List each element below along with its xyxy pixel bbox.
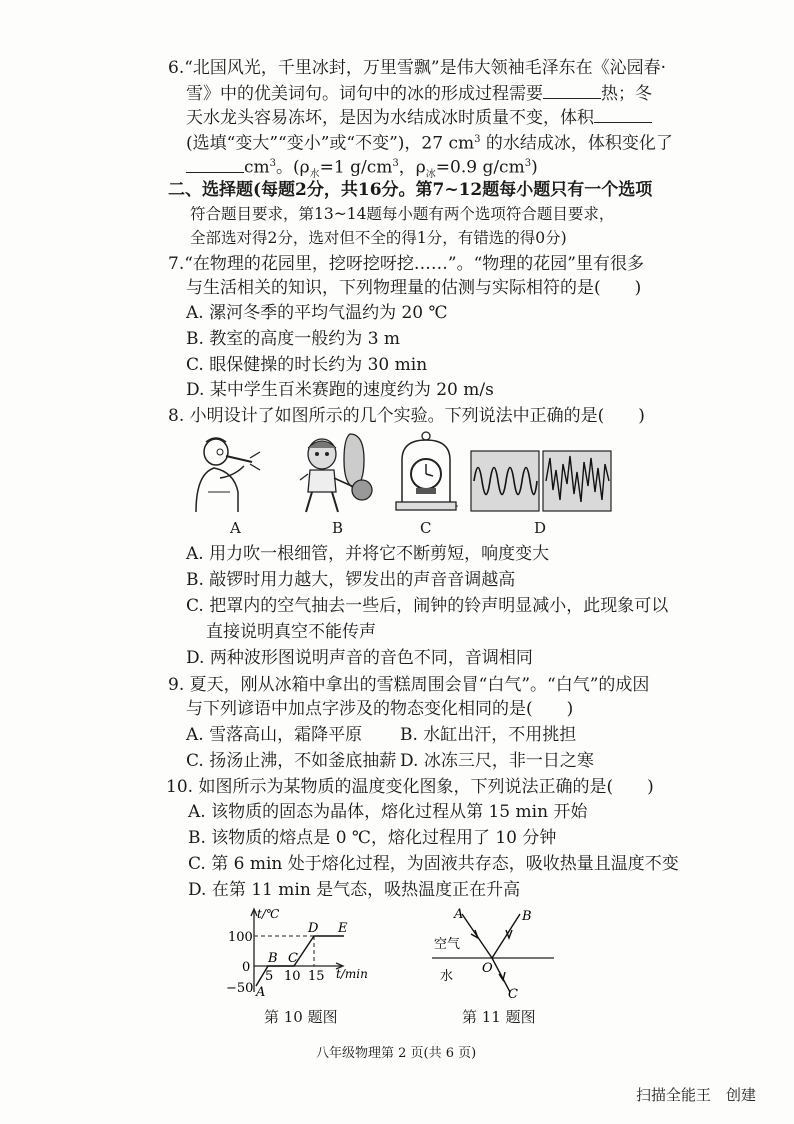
q6-text-5f: ) [531, 157, 538, 178]
section2-title [168, 178, 652, 202]
page-footer: 八年级物理第 2 页(共 6 页) [316, 1046, 477, 1061]
fig11-point-c: C [508, 987, 518, 1000]
fig10-point-b: B [268, 951, 278, 966]
q10-option-c[interactable] [188, 852, 679, 876]
q9-option-c-text: C. 扬汤止沸，不如釜底抽薪 [186, 751, 397, 771]
fig10-ylabel: t/℃ [257, 907, 280, 921]
section2-text-1: 二、选择题(每题2分，共16分。第7~12题每小题只有一个选项 [168, 180, 653, 200]
fig10-xtick-15: 15 [308, 969, 325, 984]
q9-option-b[interactable] [400, 723, 576, 747]
q10-option-c-text: C. 第 6 min 处于熔化过程，为固液共存态，吸收热量且温度不变 [188, 854, 679, 874]
q8-line1 [168, 404, 645, 428]
q6-sub-ice: 冰 [425, 169, 436, 181]
q8-figure-label-d: D [534, 519, 547, 537]
q6-line1 [168, 56, 666, 80]
fig10-caption: 第 10 题图 [264, 1008, 338, 1026]
fig11-caption: 第 11 题图 [462, 1008, 536, 1026]
q6-text-1: 6.“北国风光，千里冰封，万里雪飘”是伟大领袖毛泽东在《沁园春· [168, 58, 667, 78]
q7-option-a[interactable] [186, 301, 448, 325]
q6-blank-3[interactable] [186, 154, 244, 173]
section2-line3 [190, 226, 567, 250]
q9-option-b-text: B. 水缸出汗，不用挑担 [400, 725, 577, 745]
q10-option-d[interactable] [188, 878, 520, 902]
fig11-point-o: O [482, 961, 493, 976]
q7-option-c[interactable] [186, 353, 427, 377]
q8-figure-label-a: A [230, 519, 241, 537]
q6-line2 [186, 80, 652, 106]
q7-option-a-text: A. 漯河冬季的平均气温约为 20 ℃ [186, 303, 448, 323]
q8-option-b-text: B. 敲锣时用力越大，锣发出的声音音调越高 [186, 570, 516, 590]
section2-text-3: 全部选对得2分，选对但不全的得1分，有错选的得0分) [190, 229, 567, 247]
q10-option-d-text: D. 在第 11 min 是气态，吸热温度正在升高 [188, 880, 521, 900]
fig10-point-c: C [288, 951, 298, 966]
q6-text-5a: cm [244, 157, 270, 178]
q10-line1 [166, 775, 654, 799]
fig11-water-label: 水 [440, 969, 454, 984]
fig11-air-label: 空气 [434, 937, 461, 952]
q8-option-c-text-1: C. 把罩内的空气抽去一些后，闹钟的铃声明显减小，此现象可以 [186, 596, 669, 616]
q6-text-3: 天水龙头容易冻坏，是因为水结成冰时质量不变，体积 [186, 108, 594, 128]
q9-option-a-text: A. 雪落高山，霜降平原 [186, 725, 363, 745]
q6-sup: 3 [524, 158, 532, 169]
q6-sup: 3 [269, 158, 277, 169]
q6-sub-water: 水 [309, 169, 320, 181]
section2-text-2: 符合题目要求，第13~14题每小题有两个选项符合题目要求， [190, 205, 615, 223]
q9-text-1: 9. 夏天，刚从冰箱中拿出的雪糕周围会冒“白气”。“白气”的成因 [168, 675, 650, 695]
fig11-point-a: A [454, 907, 464, 922]
q10-option-a-text: A. 该物质的固态为晶体，熔化过程从第 15 min 开始 [188, 802, 588, 822]
q6-text-5e: =0.9 g/cm [435, 157, 525, 178]
q7-option-b-text: B. 教室的高度一般约为 3 m [186, 329, 401, 349]
q8-figure-b [292, 430, 382, 516]
q8-option-d-text: D. 两种波形图说明声音的音色不同，音调相同 [186, 648, 533, 668]
q8-text-1: 8. 小明设计了如图所示的几个实验。下列说法中正确的是( ) [168, 406, 645, 426]
q7-line2 [186, 276, 641, 300]
q6-text-4b: 的水结成冰，体积变化了 [480, 133, 673, 154]
q8-figure-label-b: B [332, 519, 344, 537]
q10-option-b[interactable] [188, 826, 556, 850]
q7-option-d-text: D. 某中学生百米赛跑的速度约为 20 m/s [186, 380, 494, 400]
fig10-xtick-10: 10 [284, 969, 301, 984]
q9-line2 [186, 697, 573, 721]
q6-text-2b: 热；冬 [601, 84, 652, 104]
fig10-point-a: A [256, 985, 266, 1000]
q8-option-c-text-2: 直接说明真空不能传声 [206, 622, 376, 642]
q8-option-b[interactable] [186, 568, 515, 592]
q7-option-d[interactable] [186, 378, 494, 402]
q9-option-a[interactable] [186, 723, 362, 747]
q10-option-a[interactable] [188, 800, 587, 824]
q6-sup: 3 [474, 134, 481, 145]
q8-figure-c [394, 430, 458, 516]
q6-line3 [186, 104, 652, 130]
fig11-point-b: B [522, 909, 532, 924]
q6-text-2a: 雪》中的优美词句。词句中的冰的形成过程需要 [186, 84, 543, 104]
fig10-xlabel: t/min [336, 967, 368, 981]
q8-option-c-cont [206, 620, 376, 644]
q7-line1 [168, 252, 644, 276]
q10-text-1: 10. 如图所示为某物质的温度变化图象，下列说法正确的是( ) [166, 777, 654, 797]
fig10-xtick-5: 5 [265, 969, 274, 984]
q8-option-a[interactable] [186, 542, 549, 566]
fig10-point-e: E [338, 921, 348, 936]
fig10-graph [226, 904, 376, 1000]
q6-blank-1[interactable] [543, 80, 601, 99]
q8-option-a-text: A. 用力吹一根细管，并将它不断剪短，响度变大 [186, 544, 550, 564]
q7-text-1: 7.“在物理的花园里，挖呀挖呀挖……”。“物理的花园”里有很多 [168, 254, 644, 274]
q7-option-b[interactable] [186, 327, 400, 351]
fig11-diagram [426, 904, 560, 1000]
q8-option-c[interactable] [186, 594, 668, 618]
q9-text-2: 与下列谚语中加点字涉及的物态变化相同的是( ) [186, 699, 574, 719]
fig10-ytick-neg50: −50 [226, 981, 254, 996]
fig10-ytick-0: 0 [242, 960, 251, 975]
q10-option-b-text: B. 该物质的熔点是 0 ℃，熔化过程用了 10 分钟 [188, 828, 557, 848]
fig10-point-d: D [308, 921, 319, 936]
q6-blank-2[interactable] [594, 104, 652, 123]
scanner-watermark: 扫描全能王 创建 [636, 1086, 757, 1104]
q6-text-5d: ，ρ [398, 157, 426, 178]
section2-line2 [190, 202, 614, 226]
q8-figure-d [470, 450, 614, 514]
q7-text-2: 与生活相关的知识，下列物理量的估测与实际相符的是( ) [186, 278, 642, 298]
q6-text-5c: =1 g/cm [319, 157, 393, 178]
q8-option-d[interactable] [186, 646, 533, 670]
q8-figure-a [190, 432, 270, 514]
q8-figure-label-c: C [420, 519, 432, 537]
q9-option-c[interactable] [186, 749, 396, 773]
q6-text-4a: (选填“变大”“变小”或“不变”)，27 cm [186, 133, 475, 154]
q9-option-d-text: D. 冰冻三尺，非一日之寒 [400, 751, 594, 771]
q9-line1 [168, 673, 649, 697]
q7-option-c-text: C. 眼保健操的时长约为 30 min [186, 355, 428, 375]
q6-text-5b: 。(ρ [276, 157, 310, 178]
q6-sup: 3 [392, 158, 399, 169]
fig10-ytick-100: 100 [228, 930, 253, 945]
q9-option-d[interactable] [400, 749, 594, 773]
